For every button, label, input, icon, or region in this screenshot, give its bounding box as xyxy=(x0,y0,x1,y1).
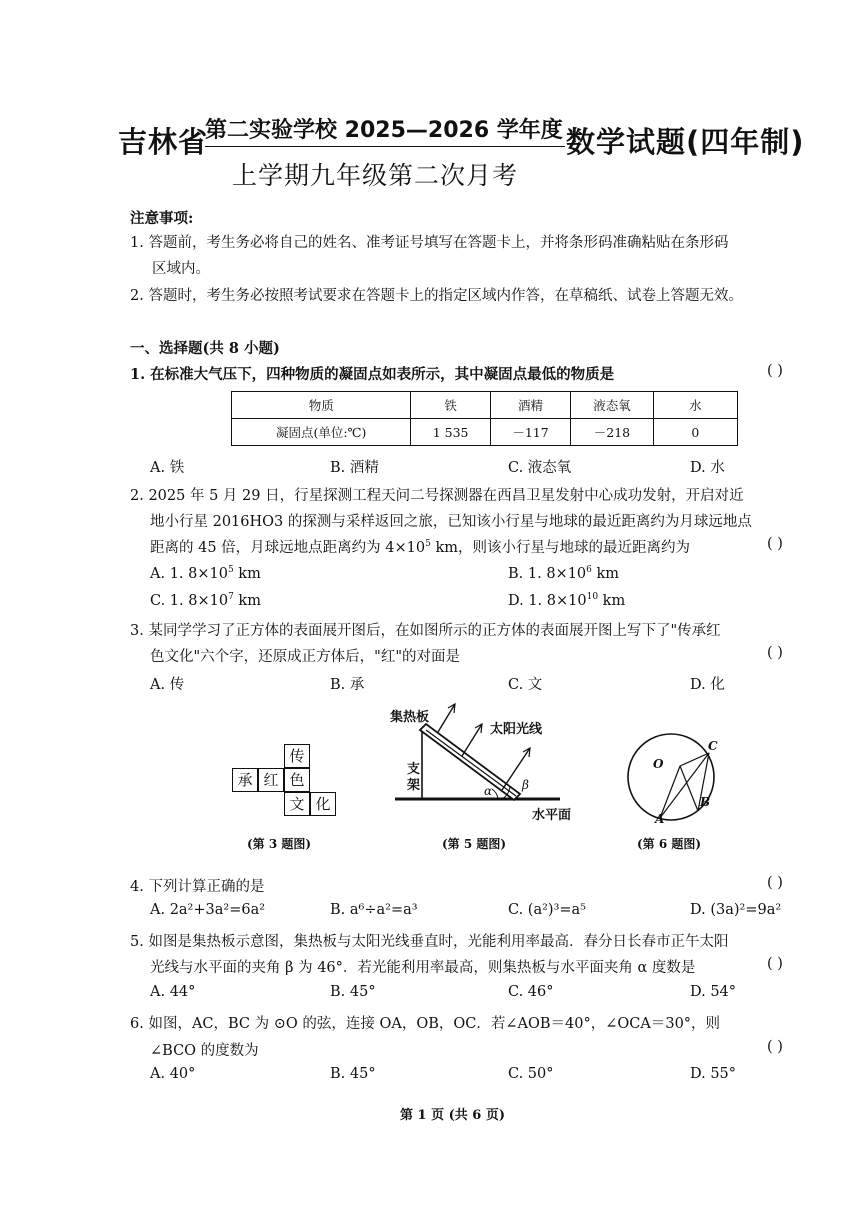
q5-option-a: A. 44° xyxy=(150,984,196,1000)
q1-option-b: B. 酒精 xyxy=(330,460,379,476)
q4-answer-paren: ( ) xyxy=(767,875,783,891)
q3-option-c: C. 文 xyxy=(508,677,543,693)
q6-answer-paren: ( ) xyxy=(767,1039,783,1055)
page-number: 第 1 页 (共 6 页) xyxy=(400,1108,506,1123)
q4-option-b: B. a⁶÷a²=a³ xyxy=(330,902,418,918)
notice-item1-line1: 1. 答题前，考生务必将自己的姓名、准考证号填写在答题卡上，并将条形码准确粘贴在条形码 xyxy=(130,235,729,251)
q5-option-c: C. 46° xyxy=(508,984,554,1000)
q3-answer-paren: ( ) xyxy=(767,645,783,661)
header-subject: 数学试题(四年制) xyxy=(566,125,805,159)
fig5-label-horizon: 水平面 xyxy=(532,808,572,823)
net-cell: 化 xyxy=(310,792,336,816)
sun-ray xyxy=(438,704,455,732)
fig6-label-c: C xyxy=(708,739,718,753)
fig6-label-o: O xyxy=(653,757,664,771)
table-cell: 凝固点(单位:℃) xyxy=(232,419,411,446)
q2-option-a: A. 1. $8\times 10^5$ km xyxy=(150,565,261,582)
q1-option-c: C. 液态氧 xyxy=(508,460,572,476)
q2-line2: 地小行星 2016HO3 的探测与采样返回之旅，已知该小行星与地球的最近距离约为月球远地点 xyxy=(150,514,752,530)
fig6-label-a: A xyxy=(655,812,665,826)
q3-option-d: D. 化 xyxy=(690,677,725,693)
q5-line2: 光线与水平面的夹角 β 为 46°．若光能利用率最高，则集热板与水平面夹角 α 度数是 xyxy=(150,960,696,976)
segment-oa xyxy=(660,766,680,818)
q3-line1: 3. 某同学学习了正方体的表面展开图后，在如图所示的正方体的表面展开图上写下了"传承红 xyxy=(130,623,721,639)
q4-option-d: D. (3a)²=9a² xyxy=(690,902,782,918)
q1-table-row xyxy=(232,419,738,446)
q4-stem: 4. 下列计算正确的是 xyxy=(130,879,265,895)
fig6-label-b: B xyxy=(700,795,711,809)
net-cell: 色 xyxy=(284,768,310,792)
notice-item2: 2. 答题时，考生务必按照考试要求在答题卡上的指定区域内作答，在草稿纸、试卷上答题无效。 xyxy=(130,288,743,304)
header-school-year: 第二实验学校 2025—2026 学年度 xyxy=(205,118,563,143)
header-divider xyxy=(205,146,565,147)
figure-5-caption: (第 5 题图) xyxy=(442,837,507,851)
table-cell: 0 xyxy=(653,419,737,446)
q2-option-d: D. 1. $8\times 10^{10}$ km xyxy=(508,592,626,609)
q2-option-b: B. 1. $8\times 10^6$ km xyxy=(508,565,620,582)
sun-ray xyxy=(462,724,482,756)
q6-option-c: C. 50° xyxy=(508,1066,554,1082)
q3-line2: 色文化"六个字，还原成正方体后，"红"的对面是 xyxy=(150,649,461,665)
q6-option-a: A. 40° xyxy=(150,1066,196,1082)
q1-answer-paren: ( ) xyxy=(767,363,783,379)
q1-stem: 1. 在标准大气压下，四种物质的凝固点如表所示，其中凝固点最低的物质是 xyxy=(130,366,615,383)
q2-option-c: C. 1. $8\times 10^7$ km xyxy=(150,592,261,609)
table-header-cell: 酒精 xyxy=(490,392,570,419)
fig5-label-support-2: 架 xyxy=(407,778,421,793)
header-term: 上学期九年级第二次月考 xyxy=(232,161,519,190)
net-cell: 承 xyxy=(232,768,258,792)
q6-option-b: B. 45° xyxy=(330,1066,376,1082)
net-cell: 红 xyxy=(258,768,284,792)
fig5-label-beta: β xyxy=(522,778,529,792)
q6-line2: ∠BCO 的度数为 xyxy=(150,1043,259,1059)
q3-option-a: A. 传 xyxy=(150,677,185,693)
section1-heading: 一、选择题(共 8 小题) xyxy=(130,340,280,357)
figure-3-caption: (第 3 题图) xyxy=(247,837,312,851)
q1-option-d: D. 水 xyxy=(690,460,725,476)
collector-panel-edge xyxy=(426,730,516,796)
q5-line1: 5. 如图是集热板示意图，集热板与太阳光线垂直时，光能利用率最高．春分日长春市正午太阳 xyxy=(130,934,729,950)
notice-item1-line2: 区域内。 xyxy=(152,261,210,277)
q5-option-b: B. 45° xyxy=(330,984,376,1000)
q6-option-d: D. 55° xyxy=(690,1066,737,1082)
table-cell: －117 xyxy=(490,419,570,446)
table-cell: 1 535 xyxy=(411,419,490,446)
fig5-label-support-1: 支 xyxy=(407,762,421,777)
fig5-label-panel: 集热板 xyxy=(390,710,430,725)
notice-heading: 注意事项: xyxy=(130,210,194,227)
q5-option-d: D. 54° xyxy=(690,984,737,1000)
table-header-cell: 液态氧 xyxy=(571,392,653,419)
q2-line3: 距离的 45 倍，月球远地点距离约为 $4\times 10^5$ km，则该小行星与地球的最近距离约为 xyxy=(150,539,690,556)
q2-answer-paren: ( ) xyxy=(767,536,783,552)
fig5-label-sunlight: 太阳光线 xyxy=(490,722,543,737)
q3-option-b: B. 承 xyxy=(330,677,365,693)
q1-table-header-row xyxy=(232,392,738,419)
q4-option-a: A. 2a²+3a²=6a² xyxy=(150,902,266,918)
q1-table xyxy=(231,391,738,446)
net-cell: 文 xyxy=(284,792,310,816)
fig5-label-alpha: α xyxy=(484,784,493,798)
q6-line1: 6. 如图，AC，BC 为 ⊙O 的弦，连接 OA，OB，OC．若∠AOB＝40°，∠OCA＝30°，则 xyxy=(130,1016,721,1032)
table-cell: －218 xyxy=(571,419,653,446)
q2-line1: 2. 2025 年 5 月 29 日，行星探测工程天问二号探测器在西昌卫星发射中心成功发射，开启对近 xyxy=(130,488,744,504)
net-cell: 传 xyxy=(284,744,310,768)
q5-answer-paren: ( ) xyxy=(767,956,783,972)
q1-option-a: A. 铁 xyxy=(150,460,185,476)
table-header-cell: 铁 xyxy=(411,392,490,419)
table-header-cell: 物质 xyxy=(232,392,411,419)
q4-option-c: C. (a²)³=a⁵ xyxy=(508,902,586,918)
header-province: 吉林省 xyxy=(118,125,209,159)
table-header-cell: 水 xyxy=(653,392,737,419)
figure-6-caption: (第 6 题图) xyxy=(637,837,702,851)
